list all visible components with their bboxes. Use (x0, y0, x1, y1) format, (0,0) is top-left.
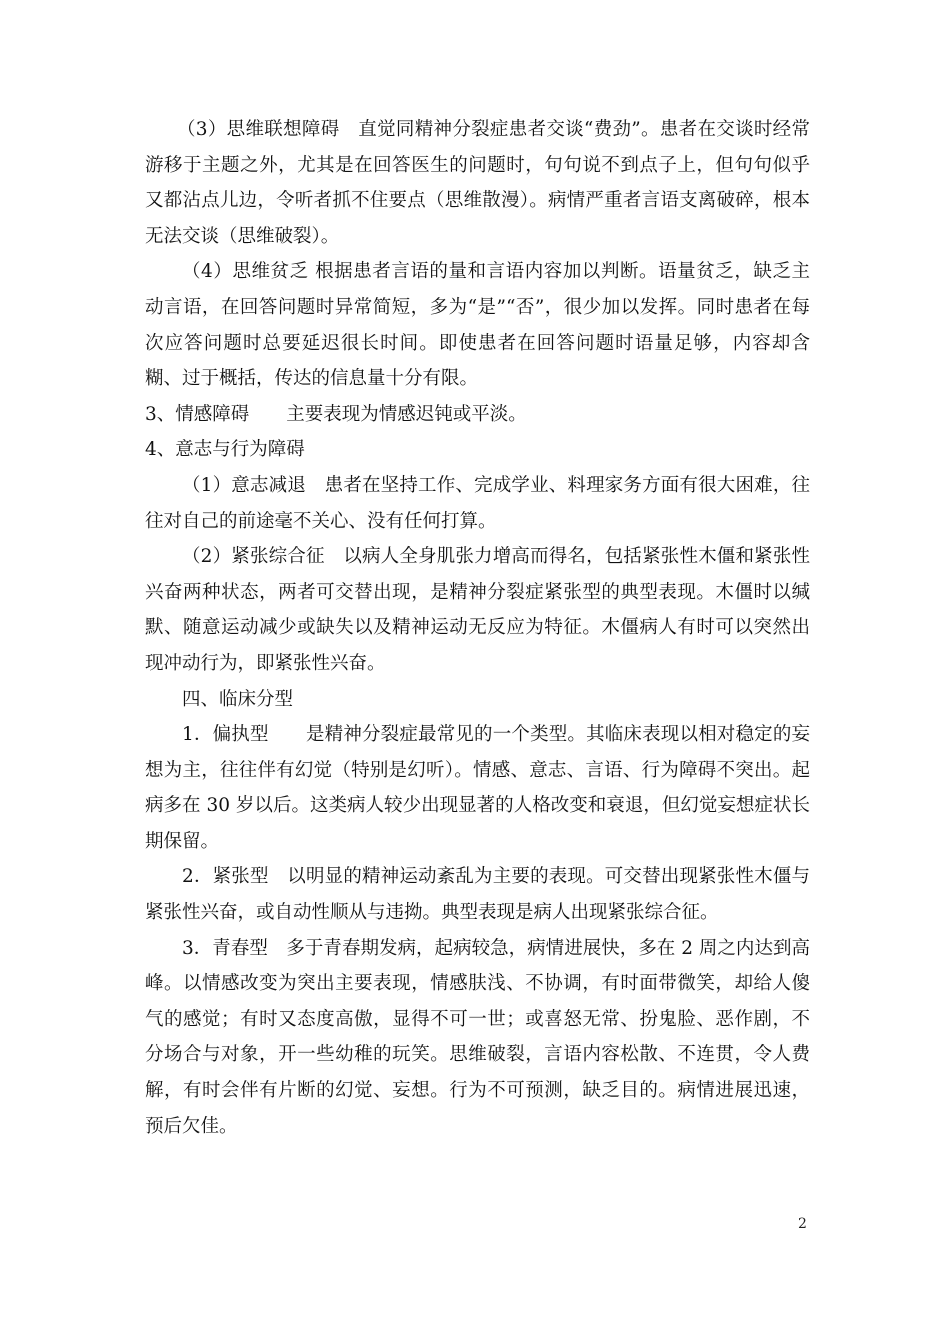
page-number: 2 (798, 1216, 807, 1232)
paragraph-avolition: （1）意志减退 患者在坚持工作、完成学业、料理家务方面有很大困难，往往对自己的前途毫不关心、没有任何打算。 (145, 474, 810, 532)
paragraph-catatonic-type: 2．紧张型 以明显的精神运动紊乱为主要的表现。可交替出现紧张性木僵与紧张性兴奋，或自动性顺从与违拗。典型表现是病人出现紧张综合征。 (145, 866, 810, 924)
paragraph-poverty-of-thought: （4）思维贫乏 根据患者言语的量和言语内容加以判断。语量贫乏，缺乏主动言语，在回答问题时异常简短，多为“是”“否”，很少加以发挥。同时患者在每次应答问题时总要延迟很长时间。即使患者在回答问题时语量足够，内容却含糊、过于概括，传达的信息量十分有限。 (145, 261, 810, 390)
paragraph-paranoid-type: 1．偏执型 是精神分裂症最常见的一个类型。其临床表现以相对稳定的妄想为主，往往伴有幻觉（特别是幻听）。情感、意志、言语、行为障碍不突出。起病多在 30 岁以后。这类病人较少出现显著的人格改变和衰退，但幻觉妄想症状长期保留。 (145, 724, 810, 852)
heading-volition-behavior-disorder: 4、意志与行为障碍 (145, 439, 305, 461)
heading-clinical-subtypes: 四、临床分型 (182, 688, 294, 710)
document-body (145, 112, 810, 1144)
paragraph-thought-association-disorder: （3）思维联想障碍 直觉同精神分裂症患者交谈“费劲”。患者在交谈时经常游移于主题之外，尤其是在回答医生的问题时，句句说不到点子上，但句句似乎又都沾点儿边，令听者抓不住要点（思维散漫）。病情严重者言语支离破碎，根本无法交谈（思维破裂）。 (145, 119, 810, 247)
heading-affective-disorder: 3、情感障碍 主要表现为情感迟钝或平淡。 (145, 403, 527, 425)
paragraph-hebephrenic-type: 3．青春型 多于青春期发病，起病较急，病情进展快，多在 2 周之内达到高峰。以情感改变为突出主要表现，情感肤浅、不协调，有时面带微笑，却给人傻气的感觉；有时又态度高傲，显得不可一世；或喜怒无常、扮鬼脸、恶作剧，不分场合与对象，开一些幼稚的玩笑。思维破裂，言语内容松散、不连贯，令人费解，有时会伴有片断的幻觉、妄想。行为不可预测，缺乏目的。病情进展迅速，预后欠佳。 (145, 937, 810, 1137)
paragraph-catatonic-syndrome: （2）紧张综合征 以病人全身肌张力增高而得名，包括紧张性木僵和紧张性兴奋两种状态，两者可交替出现，是精神分裂症紧张型的典型表现。木僵时以缄默、随意运动减少或缺失以及精神运动无反应为特征。木僵病人有时可以突然出现冲动行为，即紧张性兴奋。 (145, 546, 810, 674)
